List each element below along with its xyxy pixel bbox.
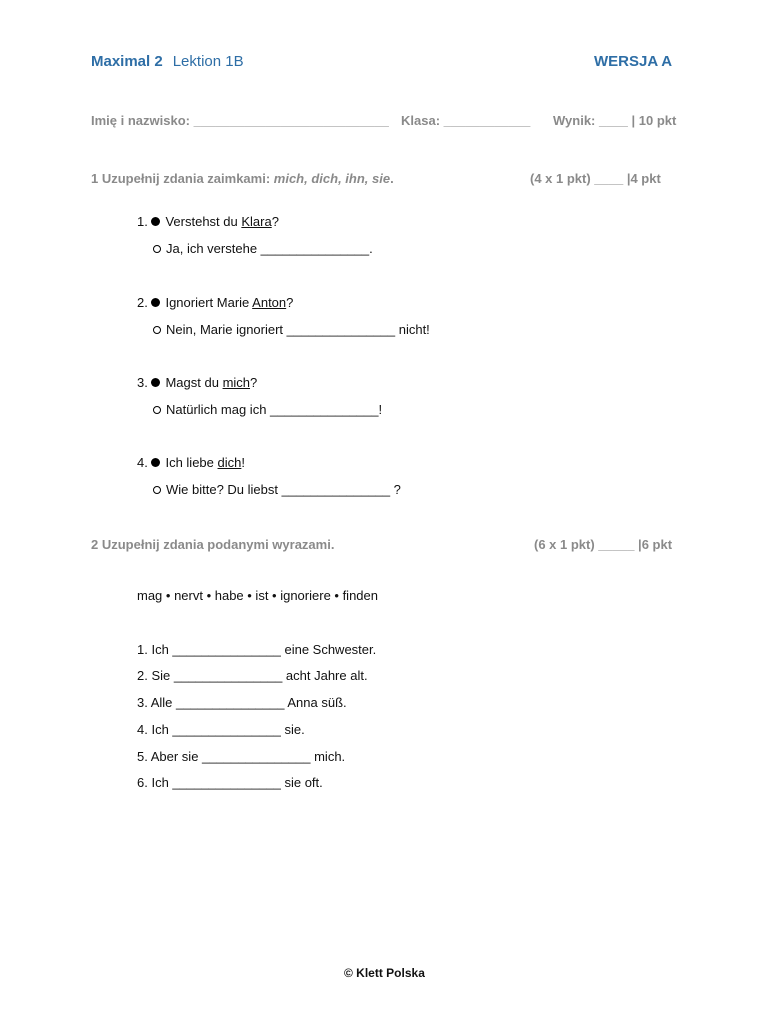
book-title: Maximal 2 [91, 53, 163, 70]
task1-question-1: 1. Verstehst du Klara? [137, 214, 279, 229]
lesson-label: Lektion 1B [172, 53, 244, 70]
filled-circle-icon [151, 458, 160, 467]
filled-circle-icon [151, 378, 160, 387]
name-field-label: Imię i nazwisko: ___________________________ [91, 113, 389, 128]
class-field-label: Klasa: ____________ [401, 113, 531, 128]
task2-sentence-6: 6. Ich _______________ sie oft. [137, 775, 323, 790]
copyright-footer: © Klett Polska [344, 966, 425, 980]
task1-question-2: 2. Ignoriert Marie Anton? [137, 295, 294, 310]
task1-pronouns: mich, dich, ihn, sie [273, 171, 391, 186]
task1-instruction: 1 Uzupełnij zdania zaimkami: mich, dich, ihn, sie. [91, 171, 394, 186]
task2-points: (6 x 1 pkt) _____ |6 pkt [534, 537, 673, 552]
task1-answer-2: Nein, Marie ignoriert _______________ nicht! [153, 322, 430, 337]
task1-answer-1: Ja, ich verstehe _______________. [153, 241, 373, 256]
task1-answer-3: Natürlich mag ich _______________! [153, 402, 382, 417]
worksheet-title [91, 53, 244, 70]
task2-sentence-4: 4. Ich _______________ sie. [137, 722, 305, 737]
filled-circle-icon [151, 217, 160, 226]
open-circle-icon [153, 486, 161, 494]
task1-points: (4 x 1 pkt) ____ |4 pkt [530, 171, 661, 186]
task2-sentence-3: 3. Alle _______________ Anna süß. [137, 695, 347, 710]
word-bank: mag • nervt • habe • ist • ignoriere • finden [137, 588, 378, 603]
task2-instruction: 2 Uzupełnij zdania podanymi wyrazami. [91, 537, 335, 552]
open-circle-icon [153, 245, 161, 253]
task1-question-3: 3. Magst du mich? [137, 375, 258, 390]
task1-answer-4: Wie bitte? Du liebst _______________ ? [153, 482, 401, 497]
task2-sentence-2: 2. Sie _______________ acht Jahre alt. [137, 668, 368, 683]
score-field-label: Wynik: ____ | 10 pkt [553, 113, 677, 128]
task1-question-4: 4. Ich liebe dich! [137, 455, 245, 470]
filled-circle-icon [151, 298, 160, 307]
open-circle-icon [153, 326, 161, 334]
task2-sentence-5: 5. Aber sie _______________ mich. [137, 749, 346, 764]
open-circle-icon [153, 406, 161, 414]
task2-sentence-1: 1. Ich _______________ eine Schwester. [137, 642, 377, 657]
version-label: WERSJA A [594, 53, 673, 70]
